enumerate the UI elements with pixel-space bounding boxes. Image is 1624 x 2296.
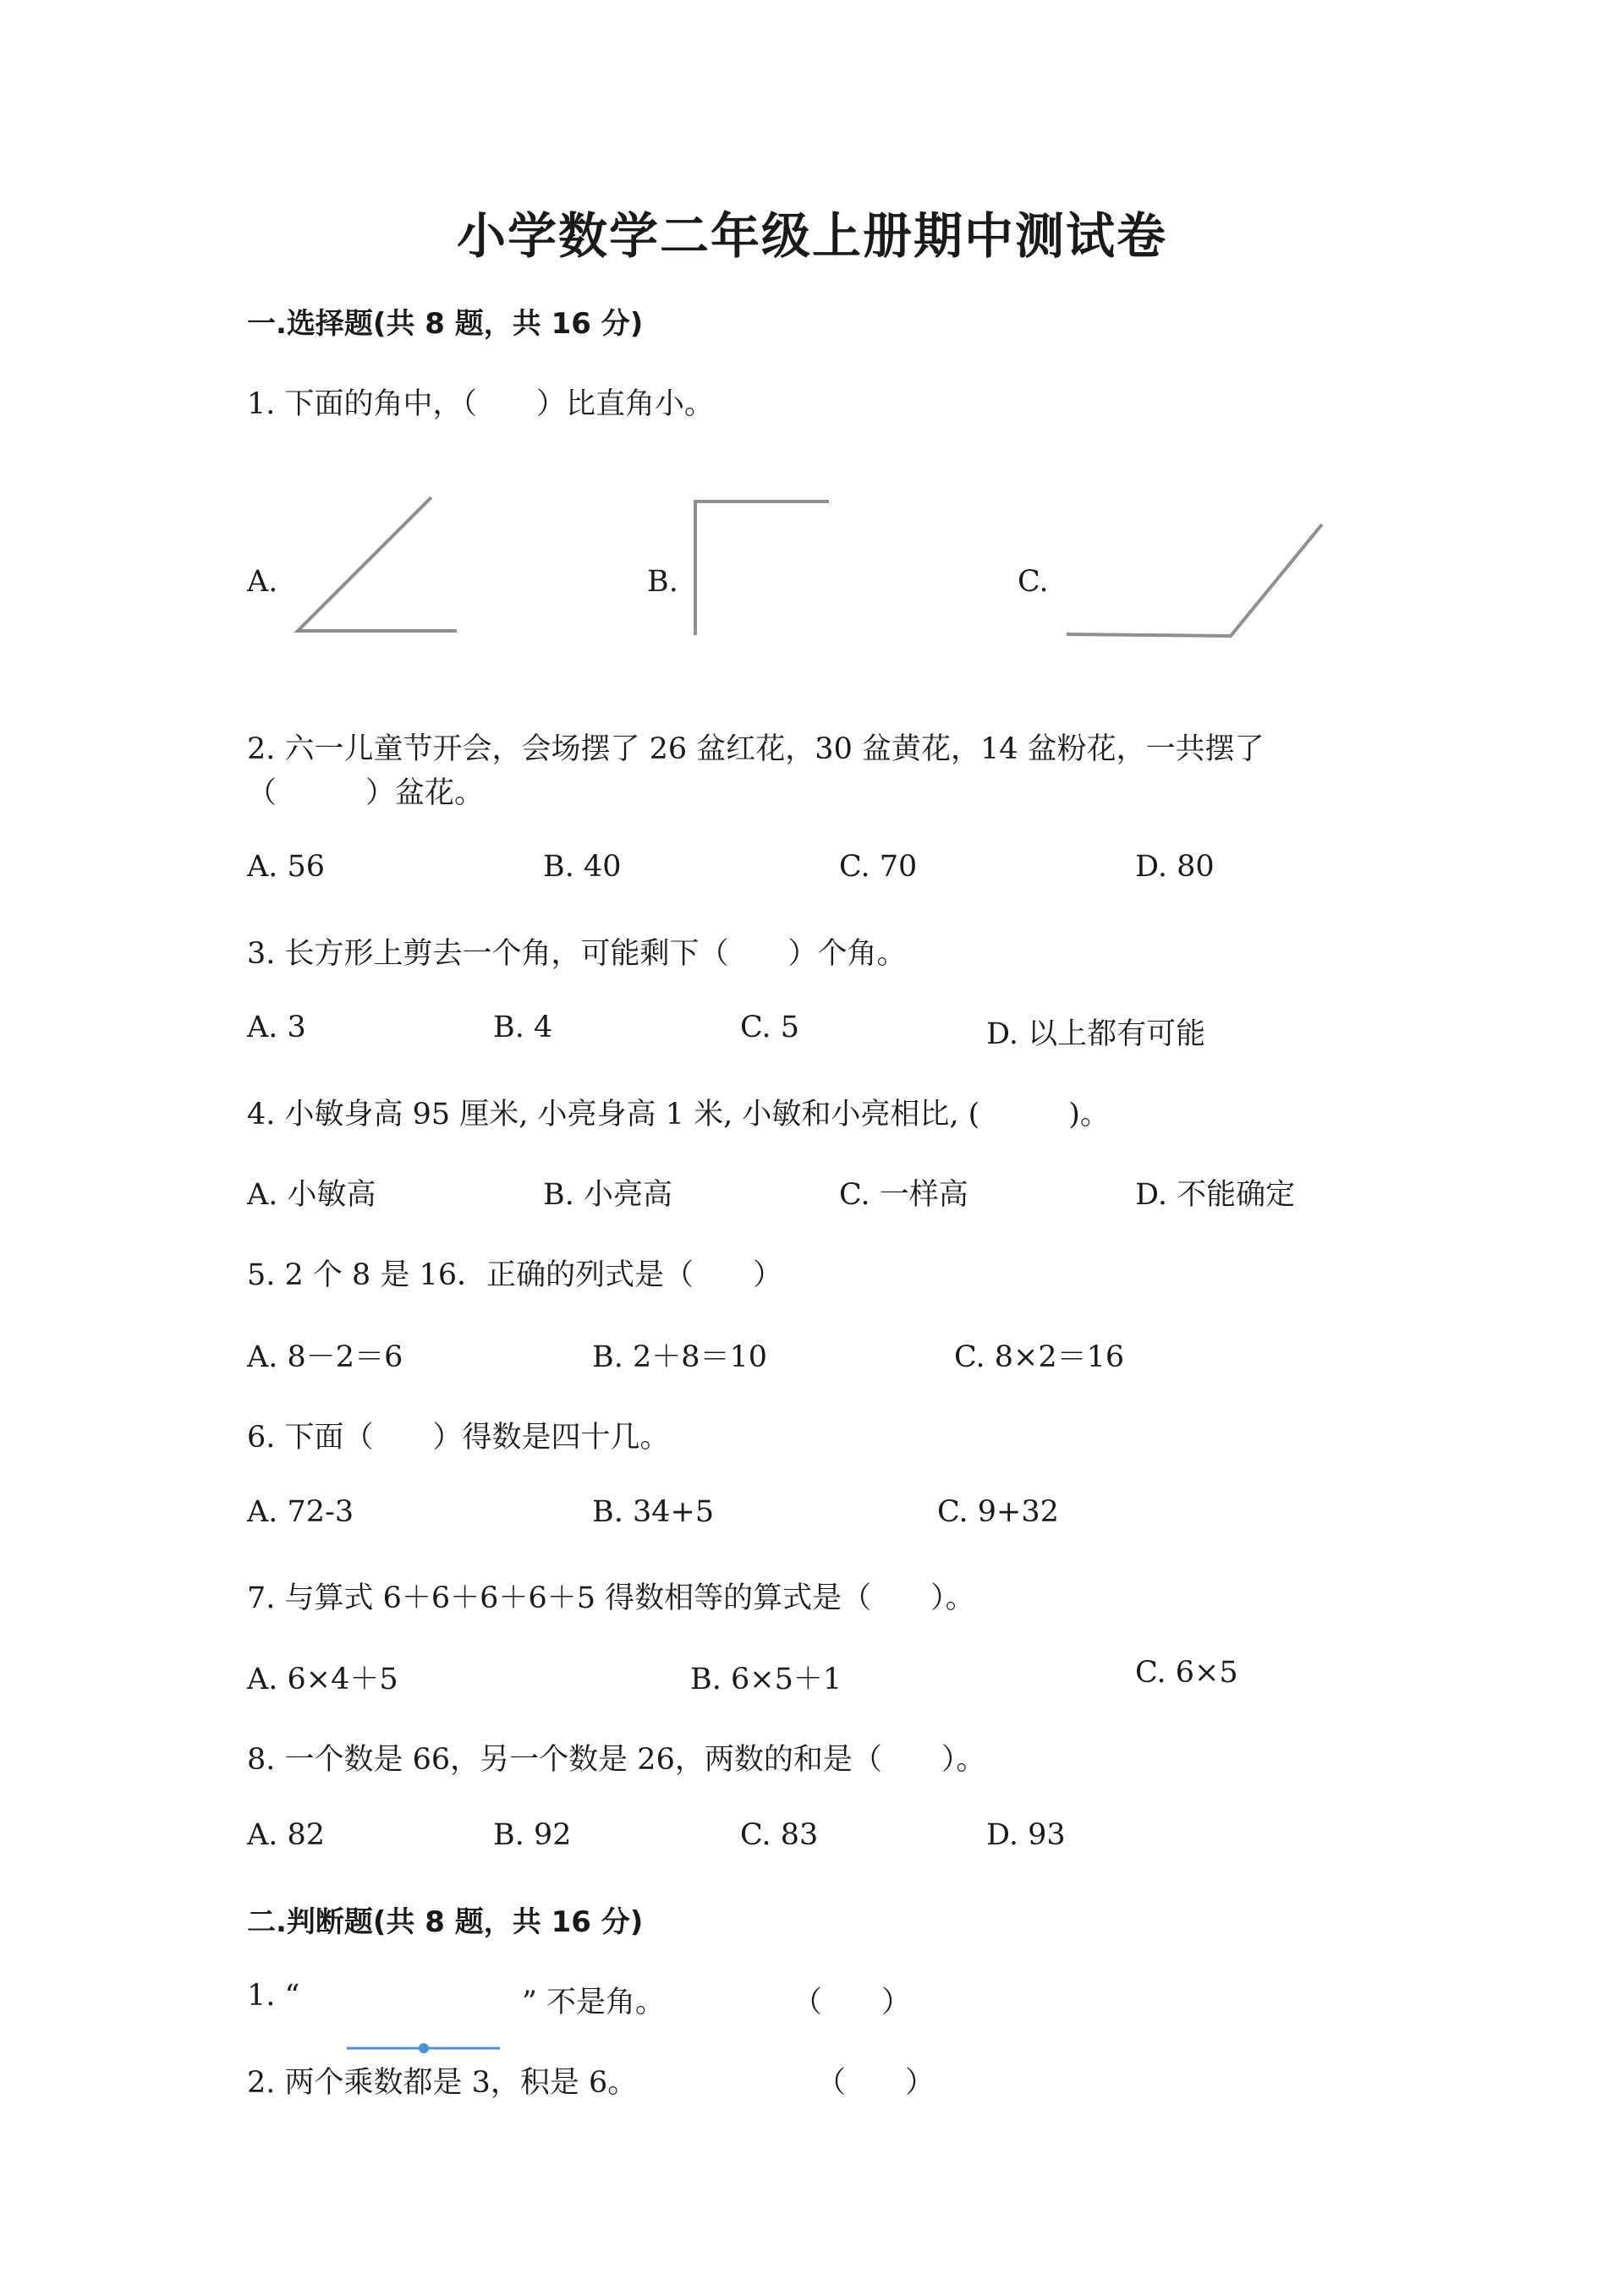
question-6-option-c: C. 9+32 <box>937 1495 1059 1529</box>
judgment-1-bracket: （ ） <box>793 1986 912 2019</box>
question-2-stem-line1: 2. 六一儿童节开会，会场摆了 26 盆红花，30 盆黄花，14 盆粉花，一共摆了 <box>247 732 1265 766</box>
judgment-2-stem: 2. 两个乘数都是 3，积是 6。 <box>247 2066 638 2100</box>
question-8-stem: 8. 一个数是 66，另一个数是 26，两数的和是（ ）。 <box>247 1743 986 1777</box>
angle-c-figure <box>1062 518 1332 644</box>
question-3-stem: 3. 长方形上剪去一个角，可能剩下（ ）个角。 <box>247 937 907 971</box>
question-4-option-c: C. 一样高 <box>839 1178 968 1212</box>
question-4-option-b: B. 小亮高 <box>543 1178 672 1212</box>
question-5-option-b: B. 2＋8＝10 <box>592 1340 768 1374</box>
angle-b-figure <box>685 495 837 638</box>
question-6-stem: 6. 下面（ ）得数是四十几。 <box>247 1421 670 1455</box>
section-heading-choice: 一.选择题(共 8 题，共 16 分) <box>247 307 644 341</box>
question-3-option-a: A. 3 <box>247 1011 306 1044</box>
question-1-option-a: A. <box>247 565 278 599</box>
question-6-option-b: B. 34+5 <box>592 1495 715 1529</box>
question-8-option-b: B. 92 <box>493 1818 572 1852</box>
question-1-stem: 1. 下面的角中，（ ）比直角小。 <box>247 387 715 421</box>
question-7-option-c: C. 6×5 <box>1135 1656 1238 1690</box>
question-2-option-d: D. 80 <box>1135 850 1215 884</box>
question-6-option-a: A. 72-3 <box>247 1495 354 1529</box>
question-1-option-c: C. <box>1018 565 1049 599</box>
question-5-stem: 5. 2 个 8 是 16．正确的列式是（ ） <box>247 1258 783 1292</box>
question-5-option-a: A. 8－2＝6 <box>247 1340 403 1374</box>
question-4-option-d: D. 不能确定 <box>1135 1178 1296 1212</box>
question-8-option-c: C. 83 <box>740 1818 819 1852</box>
question-8-option-a: A. 82 <box>247 1818 326 1852</box>
question-2-option-a: A. 56 <box>247 850 326 884</box>
judgment-2-bracket: （ ） <box>816 2066 935 2100</box>
question-5-option-c: C. 8×2＝16 <box>954 1340 1125 1374</box>
question-3-option-c: C. 5 <box>740 1011 800 1044</box>
question-3-option-b: B. 4 <box>493 1011 553 1044</box>
question-2-option-b: B. 40 <box>543 850 622 884</box>
question-8-option-d: D. 93 <box>986 1818 1066 1852</box>
section-heading-judgment: 二.判断题(共 8 题，共 16 分) <box>247 1905 644 1939</box>
question-1-option-b: B. <box>647 565 678 599</box>
judgment-1-suffix: ” 不是角。 <box>522 1986 666 2019</box>
ray-figure <box>345 2040 502 2057</box>
question-7-option-b: B. 6×5＋1 <box>690 1663 842 1696</box>
angle-a-figure <box>288 490 465 638</box>
question-4-stem: 4. 小敏身高 95 厘米, 小亮身高 1 米, 小敏和小亮相比, ( )。 <box>247 1098 1110 1132</box>
question-4-option-a: A. 小敏高 <box>247 1178 376 1212</box>
question-7-stem: 7. 与算式 6＋6＋6＋6＋5 得数相等的算式是（ ）。 <box>247 1581 975 1615</box>
question-2-option-c: C. 70 <box>839 850 918 884</box>
judgment-1-prefix: 1. “ <box>247 1979 300 2013</box>
question-7-option-a: A. 6×4＋5 <box>247 1663 398 1696</box>
question-3-option-d: D. 以上都有可能 <box>986 1017 1206 1051</box>
question-2-stem-line2: （ ）盆花。 <box>247 776 485 810</box>
page-title: 小学数学二年级上册期中测试卷 <box>456 207 1167 265</box>
